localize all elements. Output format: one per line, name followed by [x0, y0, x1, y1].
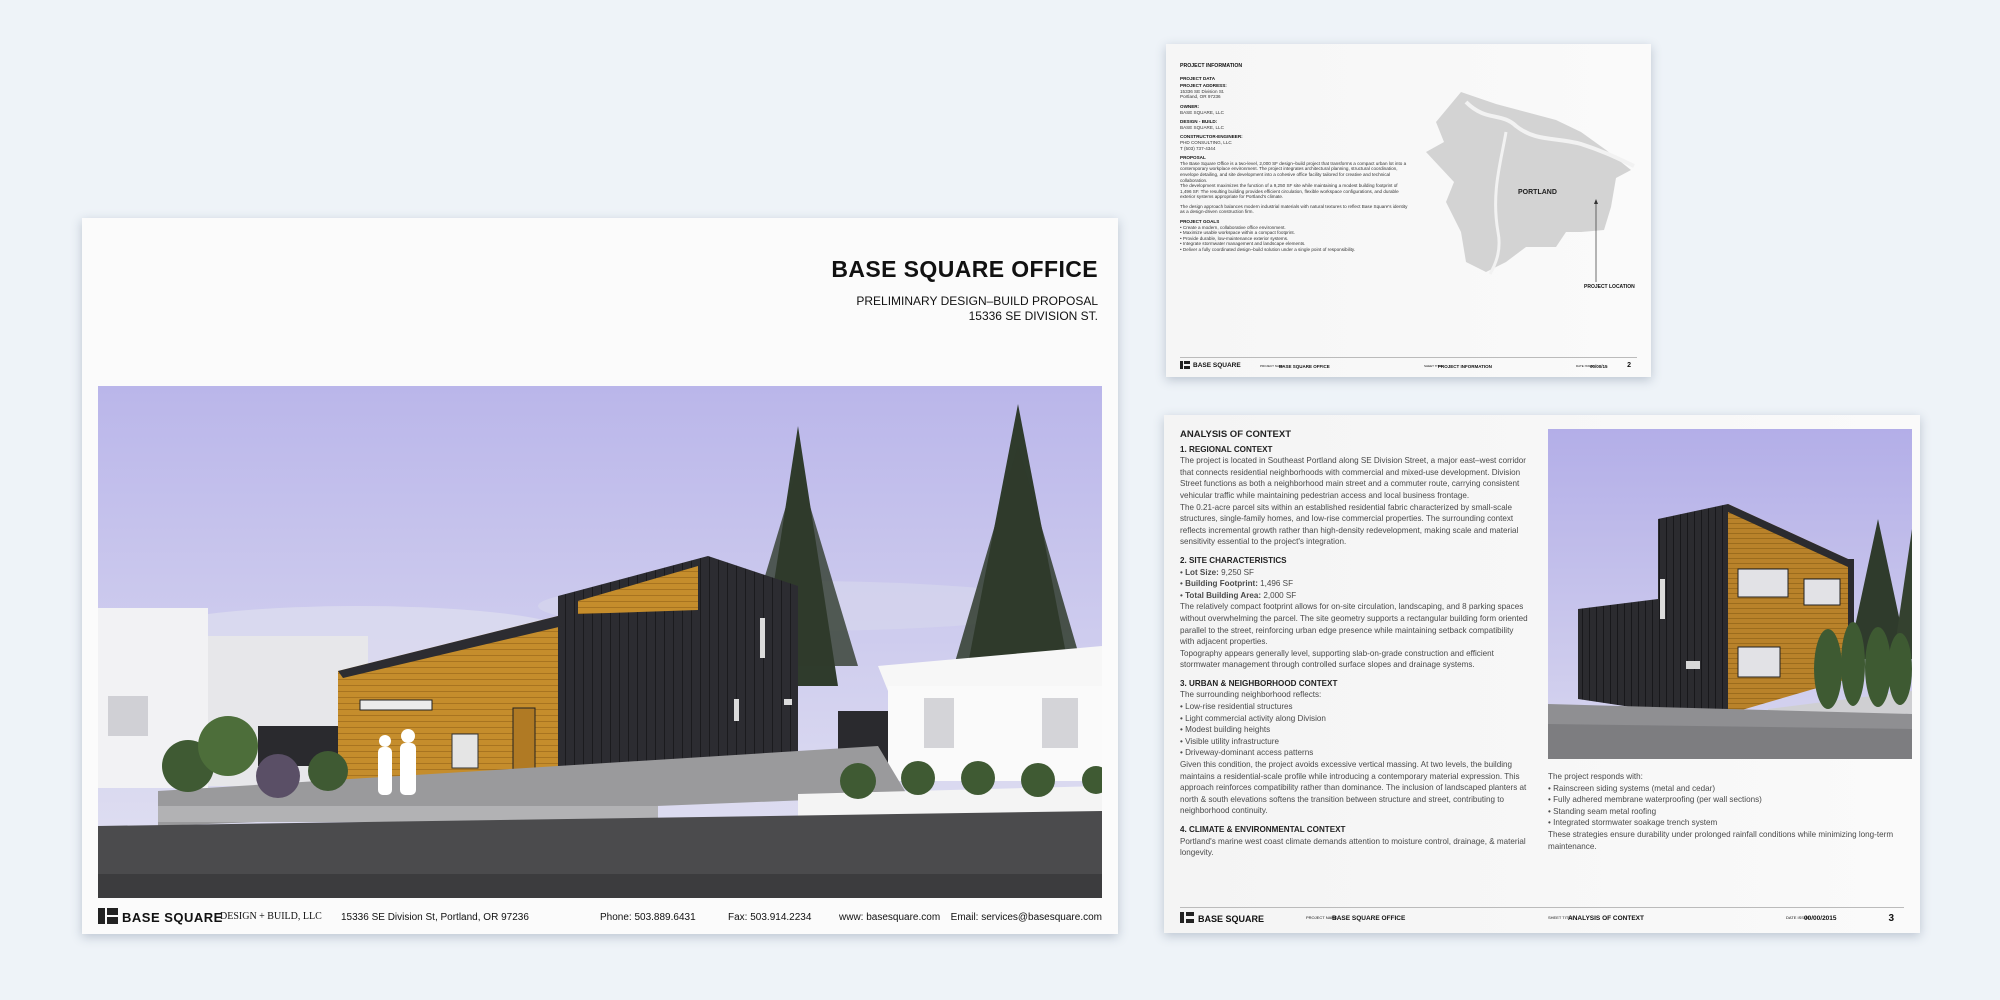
footer-phone: Phone: 503.889.6431: [600, 912, 696, 923]
section-paragraph: The 0.21-acre parcel sits within an established residential fabric characterized by small-scale structures, single-family homes, and low-rise commercial properties. The surrounding context reflects incremental growth rather than high-density redevelopment, making scale and material sensitivity essential to the project's integration.: [1180, 502, 1519, 547]
engineer-phone: T (503) 737-4344: [1180, 145, 1216, 151]
cover-title: BASE SQUARE OFFICE: [831, 256, 1098, 282]
section-paragraph: Topography appears generally level, supporting slab-on-grade construction and efficient stormwater management through controlled surface slopes and drainage systems.: [1180, 648, 1494, 670]
section-paragraph: Portland's marine west coast climate demands attention to moisture control, drainage, & material longevity.: [1180, 836, 1526, 858]
address-label: PROJECT ADDRESS:: [1180, 83, 1227, 89]
footer-sheet-key: SHEET TITLE:: [1548, 915, 1575, 920]
footer-project-key: PROJECT NAME:: [1260, 364, 1285, 368]
footer-brand: BASE SQUARE: [1193, 362, 1241, 369]
logo-icon: [98, 908, 118, 924]
logo-icon: [1180, 361, 1190, 369]
analysis-text-column: [1180, 429, 1530, 859]
info-footer: [1180, 357, 1637, 373]
lot-size-value: 9,250 SF: [1218, 567, 1254, 577]
list-item: • Visible utility infrastructure: [1180, 736, 1279, 746]
proposal-label: PROPOSAL: [1180, 155, 1206, 161]
map-city-label: PORTLAND: [1518, 189, 1557, 196]
footer-company: DESIGN + BUILD, LLC: [220, 911, 322, 922]
footprint-label: Building Footprint:: [1185, 579, 1258, 589]
list-item: • Modest building heights: [1180, 725, 1271, 735]
list-item: • Rainscreen siding systems (metal and cedar): [1548, 783, 1716, 793]
building-photo: [1548, 429, 1912, 759]
portland-location-map: [1406, 82, 1636, 292]
analysis-of-context-sheet: [1164, 415, 1920, 933]
footprint-value: 1,496 SF: [1257, 579, 1294, 589]
goal-item: • Deliver a fully coordinated design–build solution under a single point of responsibility.: [1180, 247, 1356, 253]
footer-website: www: basesquare.com: [839, 912, 941, 923]
project-data-label: PROJECT DATA: [1180, 75, 1216, 81]
section-title: 2. SITE CHARACTERISTICS: [1180, 555, 1287, 565]
cover-address-line: 15336 SE DIVISION ST.: [968, 309, 1098, 323]
project-info-text: [1180, 64, 1410, 253]
logo-icon: [1180, 912, 1194, 923]
footer-email: Email: services@basesquare.com: [950, 912, 1102, 923]
footer-project-key: PROJECT NAME:: [1306, 915, 1339, 920]
section-paragraph: Given this condition, the project avoids excessive vertical massing. At two levels, the building maintains a residential-scale profile while introducing a contemporary material expression. This approach reinforces compatibility rather than dominance. The inclusion of landscaped planters at north & south elevations softens the transition between structure and street, contributing to neighborhood continuity.: [1180, 760, 1527, 816]
cover-subtitle: PRELIMINARY DESIGN–BUILD PROPOSAL: [856, 294, 1098, 308]
address-line2: Portland, OR 97236: [1180, 94, 1221, 100]
footer-sheet-title: PROJECT INFORMATION: [1438, 364, 1492, 369]
response-outro: These strategies ensure durability under prolonged rainfall conditions while minimizing long-term maintenance.: [1548, 829, 1894, 851]
proposal-paragraph: The Base Square Office is a two-level, 2,000 SF design–build project that transforms a compact urban lot into a contemporary workplace environment. The project integrates architectural planning, structural coordination, envelope detailing, and site development into a cohesive office facility tailored for creative and technical collaboration.: [1180, 160, 1407, 183]
project-response: [1548, 771, 1912, 852]
address-line1: 15336 SE Division St.: [1180, 88, 1225, 94]
page-number: 3: [1888, 913, 1894, 924]
footer-date: 00/00/2015: [1804, 915, 1837, 922]
portland-city-outline: [1426, 92, 1631, 272]
project-location-label: PROJECT LOCATION: [1584, 284, 1635, 290]
goal-item: • Create a modern, collaborative office environment.: [1180, 224, 1286, 230]
lot-size-label: Lot Size:: [1185, 567, 1219, 577]
analysis-heading: ANALYSIS OF CONTEXT: [1180, 429, 1292, 440]
total-building-area: • Total Building Area: 2,000 SF: [1180, 590, 1297, 600]
analysis-footer: [1180, 907, 1904, 927]
footer-fax: Fax: 503.914.2234: [728, 912, 812, 923]
footer-address: 15336 SE Division St, Portland, OR 97236: [341, 912, 529, 923]
info-heading: PROJECT INFORMATION: [1180, 63, 1243, 69]
goal-item: • Maximize usable workspace within a compact footprint.: [1180, 230, 1295, 236]
footer-sheet-title: ANALYSIS OF CONTEXT: [1568, 915, 1644, 922]
section-title: 4. CLIMATE & ENVIRONMENTAL CONTEXT: [1180, 825, 1346, 834]
engineer-name: PHD CONSULTING, LLC: [1180, 139, 1232, 145]
list-item: • Low-rise residential structures: [1180, 702, 1293, 712]
owner-value: BASE SQUARE, LLC: [1180, 109, 1224, 115]
footer-brand: BASE SQUARE: [122, 910, 223, 925]
lot-size: • Lot Size: 9,250 SF: [1180, 567, 1254, 577]
goal-item: • Provide durable, low-maintenance exterior systems.: [1180, 235, 1289, 241]
section-paragraph: The relatively compact footprint allows for on-site circulation, landscaping, and 8 parking spaces without overwhelming the parcel. The site geometry supports a rectangular building form oriented parallel to the street, reinforcing urban edge presence while maintaining setback compatibility with adjacent properties.: [1180, 602, 1528, 647]
section-title: 1. REGIONAL CONTEXT: [1180, 444, 1273, 454]
response-intro: The project responds with:: [1548, 772, 1643, 781]
owner-label: OWNER:: [1180, 103, 1200, 109]
section-intro: The surrounding neighborhood reflects:: [1180, 690, 1322, 700]
footer-brand: BASE SQUARE: [1198, 914, 1265, 924]
building-footprint: • Building Footprint: 1,496 SF: [1180, 579, 1294, 589]
engineer-label: CONSTRUCTOR-ENGINEER:: [1180, 134, 1243, 140]
list-item: • Standing seam metal roofing: [1548, 806, 1657, 816]
section-paragraph: The project is located in Southeast Portland along SE Division Street, a major east–west corridor that connects residential neighborhoods with commercial and mixed-use development. Division Street functions as both a neighborhood main street and a commuter route, carrying consistent vehicular traffic while maintaining pedestrian access and local business frontage.: [1180, 456, 1526, 500]
list-item: • Driveway-dominant access patterns: [1180, 748, 1314, 758]
footer-date-key: DATE ISSUE:: [1576, 364, 1595, 368]
cover-sheet: [82, 218, 1118, 934]
footer-sheet-key: SHEET TITLE:: [1424, 364, 1444, 368]
footer-project-name: BASE SQUARE OFFICE: [1279, 364, 1330, 369]
goal-item: • Integrate stormwater management and landscape elements.: [1180, 241, 1306, 247]
design-build-label: DESIGN - BUILD:: [1180, 119, 1218, 125]
section-title: 3. URBAN & NEIGHBORHOOD CONTEXT: [1180, 678, 1338, 688]
area-label: Total Building Area:: [1185, 590, 1262, 600]
footer-date-key: DATE ISSUE:: [1786, 915, 1811, 920]
project-information-sheet: [1166, 44, 1651, 377]
page-number: 2: [1627, 362, 1631, 369]
footer-project-name: BASE SQUARE OFFICE: [1332, 915, 1406, 922]
proposal-paragraph: The design approach balances modern industrial materials with natural textures to reflect Base Square's identity as a design-driven construction firm.: [1180, 203, 1408, 215]
area-value: 2,000 SF: [1261, 590, 1297, 600]
footer-date: 00/00/15: [1590, 364, 1608, 369]
design-build-value: BASE SQUARE, LLC: [1180, 124, 1224, 130]
goals-label: PROJECT GOALS: [1180, 219, 1220, 225]
building-rendering: [98, 386, 1102, 898]
list-item: • Integrated stormwater soakage trench system: [1548, 818, 1718, 828]
list-item: • Light commercial activity along Division: [1180, 713, 1326, 723]
list-item: • Fully adhered membrane waterproofing (per wall sections): [1548, 795, 1762, 805]
cover-footer: [98, 906, 1102, 928]
proposal-paragraph: The development maximizes the function of a 9,250 SF site while maintaining a modest building footprint of 1,496 SF. The resulting building provides efficient circulation, flexible workspace configurations, and durable exterior systems appropriate for Portland's climate.: [1180, 183, 1399, 200]
